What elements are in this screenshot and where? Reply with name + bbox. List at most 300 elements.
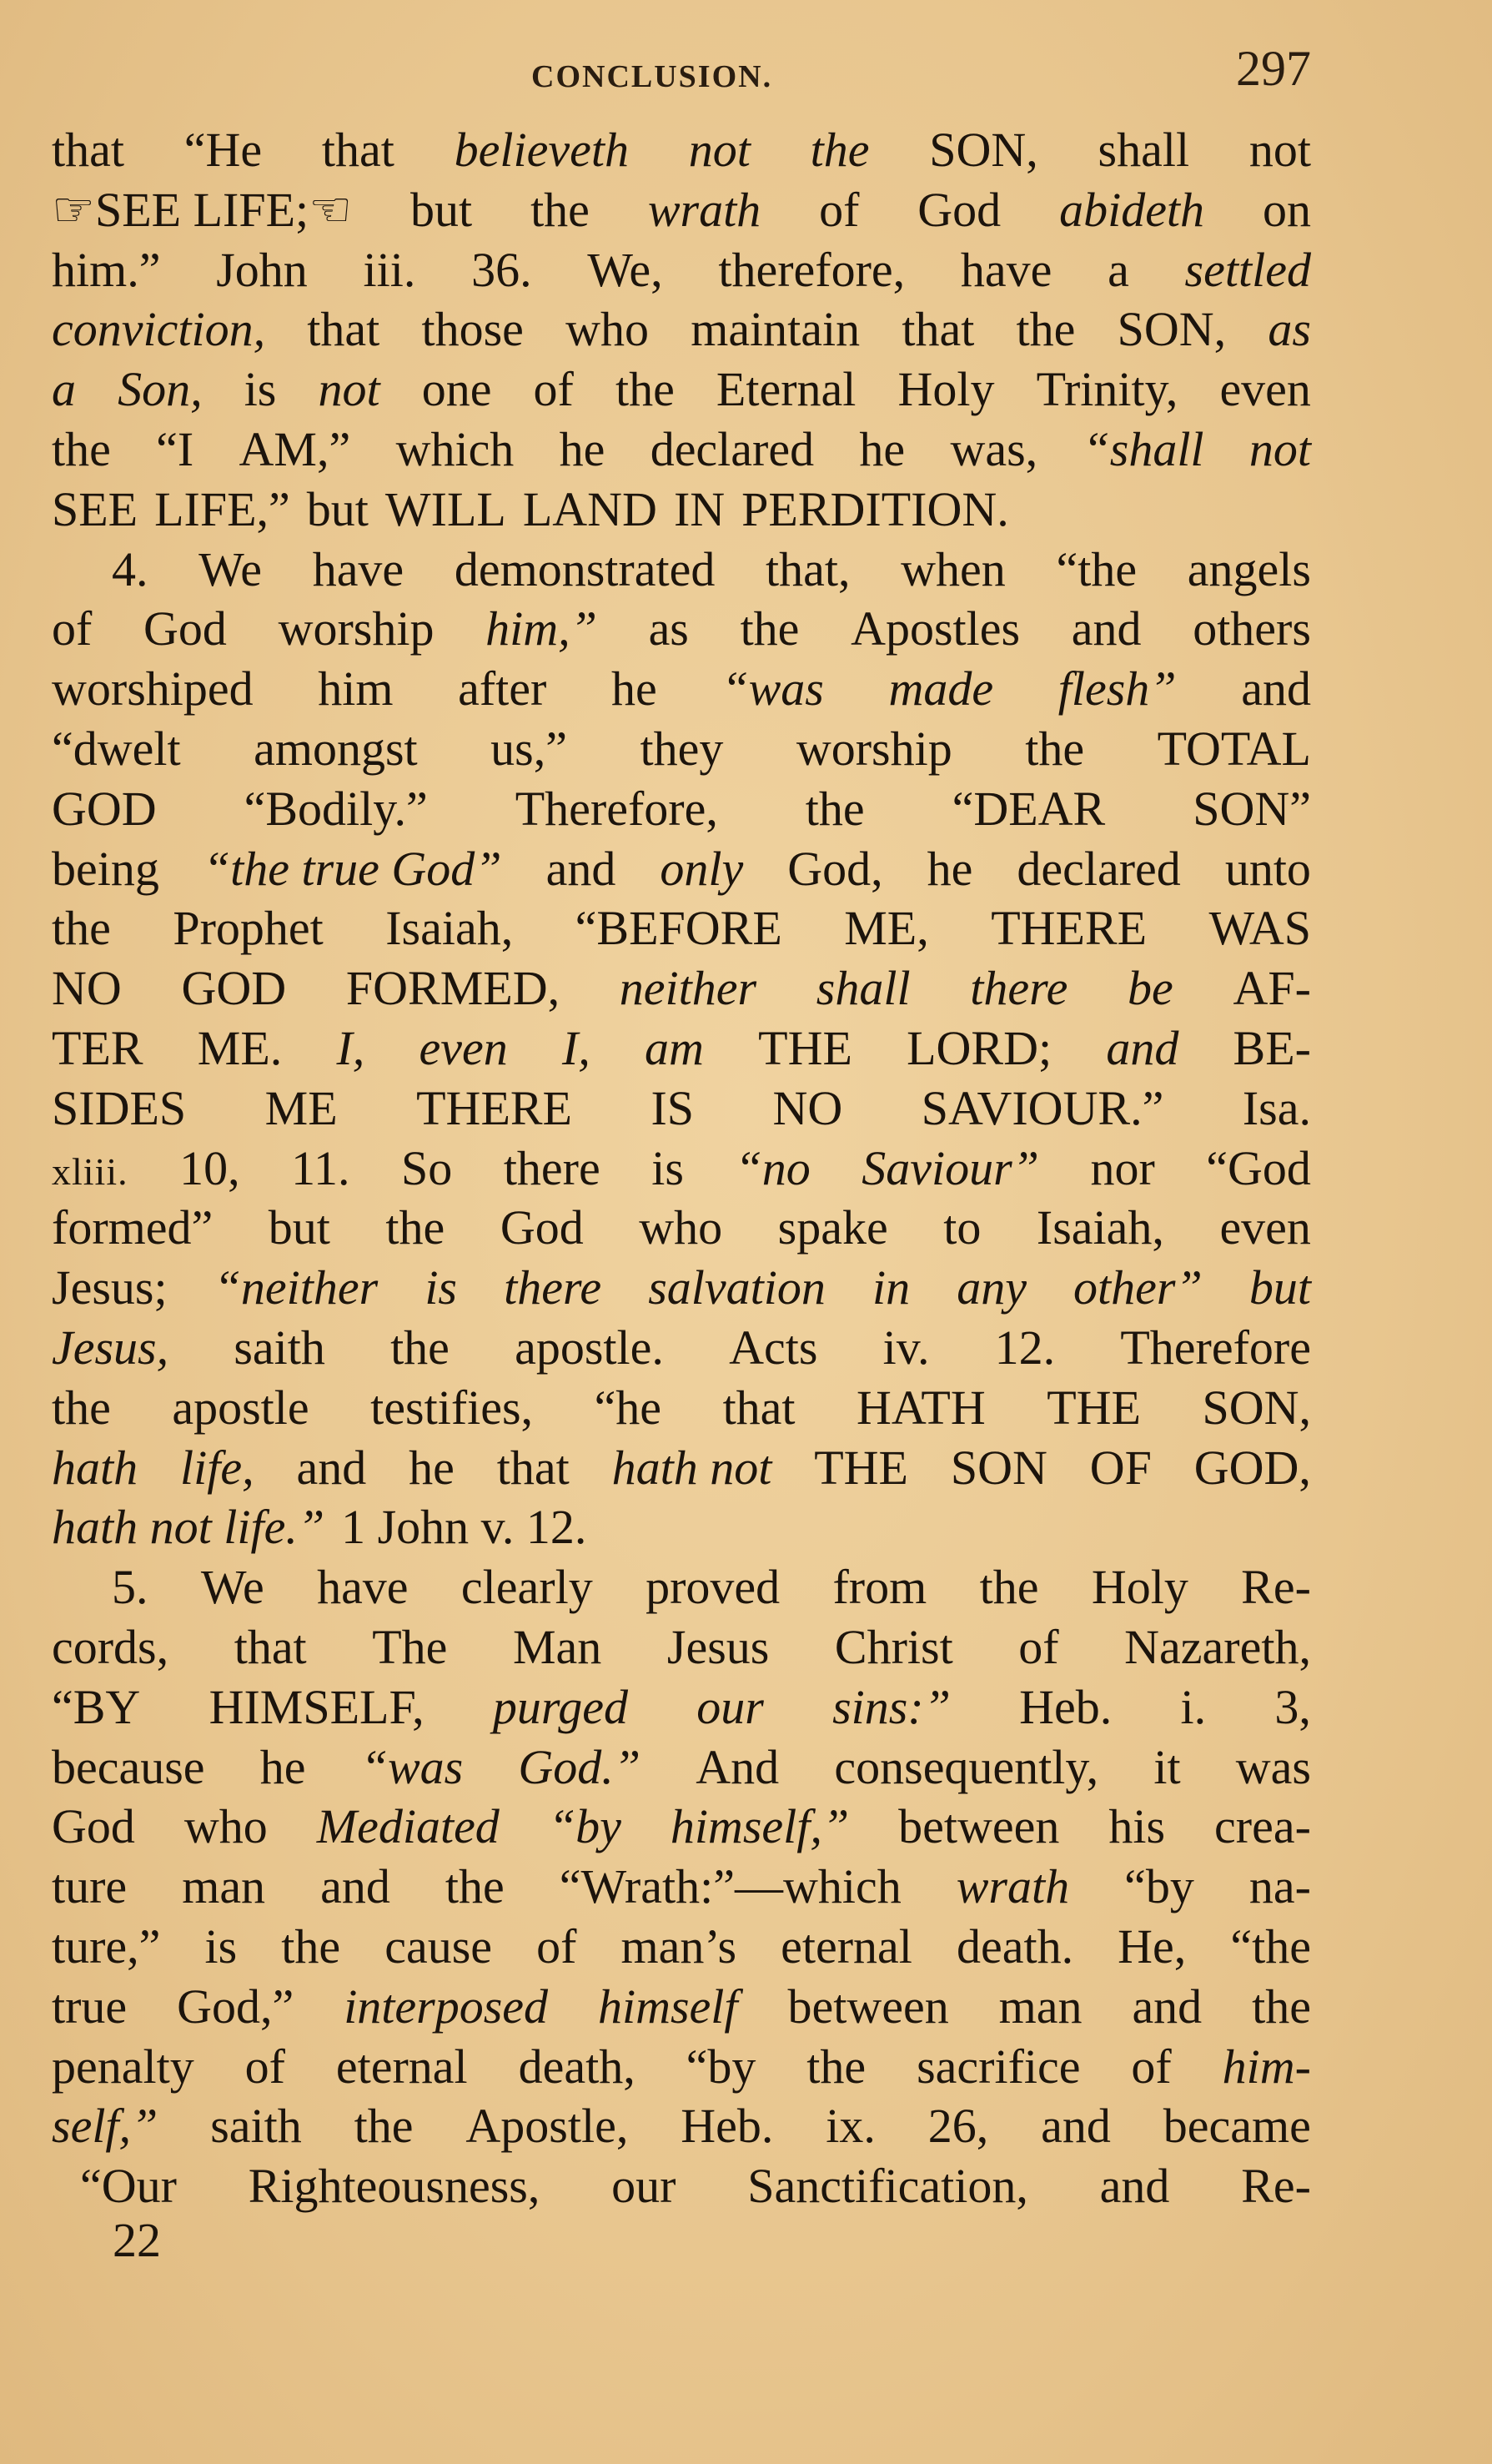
word: and xyxy=(1132,1979,1203,2034)
text-line xyxy=(52,2096,1311,2156)
body-text xyxy=(52,120,1311,2216)
word: and xyxy=(1099,2159,1170,2214)
word: our xyxy=(696,1679,764,1734)
word: “BEFORE xyxy=(575,901,782,956)
word: shall xyxy=(1098,123,1190,177)
word: demonstrated xyxy=(454,541,716,596)
word: sins:” xyxy=(832,1679,951,1734)
word: Re- xyxy=(1241,1560,1311,1615)
word: as xyxy=(648,601,689,656)
text-line xyxy=(52,659,1311,719)
signature-mark: 22 xyxy=(113,2213,161,2267)
word: the xyxy=(390,1320,450,1375)
word: the xyxy=(979,1560,1039,1615)
word: of xyxy=(244,2039,285,2094)
word: “He xyxy=(183,123,263,177)
word: who xyxy=(183,1799,268,1854)
word: his xyxy=(1108,1799,1166,1854)
word: between xyxy=(787,1979,949,2034)
word: he xyxy=(927,841,973,896)
word: the xyxy=(810,123,870,177)
word: We xyxy=(200,1560,264,1615)
word: man xyxy=(998,1979,1083,2034)
word: him- xyxy=(1222,2039,1311,2094)
word: xliii. xyxy=(52,1149,128,1193)
word: settled xyxy=(1184,242,1311,297)
word: even xyxy=(419,1020,508,1075)
word: “the xyxy=(1056,541,1138,596)
text-line xyxy=(52,1318,1311,1378)
word: to xyxy=(943,1200,982,1255)
word: that xyxy=(307,302,380,357)
text-line xyxy=(52,719,1311,779)
text-line xyxy=(52,480,1311,540)
word: am xyxy=(645,1020,704,1075)
word: Christ xyxy=(834,1619,953,1674)
word: he xyxy=(409,1440,455,1495)
word: “Our xyxy=(80,2159,177,2214)
text-line xyxy=(52,240,1311,300)
word: him xyxy=(318,661,394,717)
word: THE xyxy=(814,1440,908,1495)
word: and xyxy=(320,1859,390,1914)
word: because xyxy=(52,1739,205,1794)
text-line xyxy=(52,360,1311,420)
word: any xyxy=(957,1260,1027,1315)
text-line xyxy=(52,599,1311,659)
word: And xyxy=(696,1739,780,1794)
word: angels xyxy=(1187,541,1311,596)
word: not xyxy=(688,123,751,177)
word: in xyxy=(872,1260,911,1315)
word: him.” xyxy=(52,242,161,297)
word: 1 John v. 12. xyxy=(341,1500,587,1555)
word: Prophet xyxy=(173,901,324,956)
word: I, xyxy=(561,1020,590,1075)
word: they xyxy=(640,721,724,776)
word: of xyxy=(52,601,93,656)
word: apostle xyxy=(172,1380,309,1435)
word: and xyxy=(1041,2099,1111,2154)
word: but xyxy=(1248,1260,1311,1315)
page-header xyxy=(52,40,1311,120)
word: SIDES xyxy=(52,1080,187,1135)
word: himself,” xyxy=(670,1799,850,1854)
word: God xyxy=(917,182,1002,237)
word: “Wrath:”—which xyxy=(559,1859,902,1914)
word: the xyxy=(615,362,675,417)
text-line xyxy=(52,1977,1311,2037)
word: Jesus xyxy=(666,1619,770,1674)
word: Therefore, xyxy=(515,781,718,836)
word: Isa. xyxy=(1242,1080,1311,1135)
word: and xyxy=(545,841,616,896)
word: TER xyxy=(52,1020,143,1075)
word: the xyxy=(805,781,865,836)
word: the xyxy=(354,2099,414,2154)
word: cords, xyxy=(52,1619,169,1674)
word: is xyxy=(424,1260,457,1315)
word: death, xyxy=(518,2039,635,2094)
word: others xyxy=(1193,601,1311,656)
word: true xyxy=(52,1979,128,2034)
word: “the true God” xyxy=(203,841,502,896)
word: 4. xyxy=(112,541,148,596)
word: and xyxy=(296,1440,367,1495)
word: IN xyxy=(673,481,726,536)
word: amongst xyxy=(254,721,418,776)
word: flesh” xyxy=(1057,661,1177,717)
word: HATH xyxy=(857,1380,986,1435)
text-line xyxy=(52,1378,1311,1438)
text-line xyxy=(52,420,1311,480)
word: on xyxy=(1262,182,1311,237)
word: between xyxy=(898,1799,1060,1854)
word: but xyxy=(306,481,369,536)
text-line xyxy=(52,1557,1311,1617)
word: LAND xyxy=(522,481,657,536)
word: which xyxy=(395,421,515,476)
running-head: CONCLUSION. xyxy=(531,59,773,94)
word: being xyxy=(52,841,159,896)
word: Acts xyxy=(729,1320,818,1375)
word: the xyxy=(1252,1979,1311,2034)
word: Sanctification, xyxy=(747,2159,1028,2214)
word: He, xyxy=(1118,1918,1187,1974)
text-line xyxy=(52,180,1311,240)
word: that xyxy=(496,1440,570,1495)
word: us,” xyxy=(490,721,567,776)
text-line xyxy=(52,1198,1311,1258)
word: he xyxy=(259,1739,306,1794)
word: I, xyxy=(336,1020,365,1075)
word: 36. xyxy=(471,242,532,297)
word: ☞SEE LIFE;☜ xyxy=(52,182,353,237)
word: from xyxy=(832,1560,927,1615)
word: who xyxy=(639,1200,723,1255)
word: SON, xyxy=(1117,302,1227,357)
word: “was xyxy=(360,1739,464,1794)
text-line xyxy=(52,299,1311,360)
word: was xyxy=(1235,1739,1311,1794)
word: WILL xyxy=(384,481,506,536)
word: NO xyxy=(772,1080,843,1135)
word: not xyxy=(1248,123,1311,177)
word: WAS xyxy=(1208,901,1311,956)
word: 3, xyxy=(1274,1679,1311,1734)
word: a xyxy=(52,362,76,417)
word: iv. xyxy=(882,1320,930,1375)
word: “BY xyxy=(52,1679,141,1734)
word: OF xyxy=(1089,1440,1152,1495)
word: him,” xyxy=(485,601,597,656)
word: BE- xyxy=(1233,1020,1311,1075)
word: ME xyxy=(264,1080,338,1135)
word: wrath xyxy=(647,182,761,237)
word: the xyxy=(385,1200,445,1255)
word: clearly xyxy=(460,1560,593,1615)
text-line xyxy=(52,1617,1311,1677)
word: Man xyxy=(512,1619,602,1674)
word: 10, xyxy=(179,1140,240,1195)
word: that xyxy=(52,123,124,177)
word: proved xyxy=(646,1560,781,1615)
word: and xyxy=(1106,1020,1179,1075)
text-line xyxy=(52,1139,1311,1199)
text-line xyxy=(52,1258,1311,1318)
word: of xyxy=(536,1918,577,1974)
word: he xyxy=(610,661,657,717)
word: have xyxy=(960,242,1052,297)
word: believeth xyxy=(454,123,629,177)
word: the xyxy=(1016,302,1076,357)
word: “no xyxy=(735,1140,811,1195)
word: the xyxy=(445,1859,505,1914)
word: there xyxy=(503,1140,600,1195)
word: God, xyxy=(787,841,883,896)
word: self,” xyxy=(52,2099,158,2154)
word: abideth xyxy=(1059,182,1205,237)
text-line xyxy=(52,2156,1311,2216)
word: iii. xyxy=(363,242,416,297)
text-line xyxy=(52,1677,1311,1737)
word: and xyxy=(1071,601,1142,656)
word: our xyxy=(611,2159,676,2214)
word: TOTAL xyxy=(1157,721,1311,776)
word: FORMED, xyxy=(345,961,560,1016)
text-line xyxy=(52,1737,1311,1798)
word: is xyxy=(651,1140,684,1195)
word: HIMSELF, xyxy=(208,1679,424,1734)
word: Isaiah, xyxy=(1036,1200,1164,1255)
word: saith xyxy=(210,2099,302,2154)
word: LIFE,” xyxy=(154,481,290,536)
word: there xyxy=(504,1260,602,1315)
word: hath not life.” xyxy=(52,1500,325,1555)
text-line xyxy=(52,1497,1311,1557)
word: SON xyxy=(950,1440,1047,1495)
word: worship xyxy=(796,721,952,776)
word: that xyxy=(321,123,394,177)
word: IS xyxy=(651,1080,695,1135)
word: death. xyxy=(956,1918,1074,1974)
word: 11. xyxy=(291,1140,350,1195)
word: have xyxy=(312,541,404,596)
word: God.” xyxy=(518,1739,641,1794)
word: neither xyxy=(619,961,757,1016)
word: the xyxy=(806,2039,867,2094)
word: Holy xyxy=(897,362,995,417)
word: not xyxy=(1248,421,1311,476)
word: We xyxy=(198,541,263,596)
word: The xyxy=(372,1619,448,1674)
text-line xyxy=(52,1857,1311,1917)
page-number: 297 xyxy=(1236,41,1311,96)
word: purged xyxy=(492,1679,628,1734)
word: GOD xyxy=(52,781,157,836)
word: wrath xyxy=(956,1859,1070,1914)
word: “shall xyxy=(1083,421,1204,476)
word: declared xyxy=(1017,841,1181,896)
word: AF- xyxy=(1233,961,1311,1016)
word: penalty xyxy=(52,2039,194,2094)
word: the xyxy=(52,1380,111,1435)
text-line xyxy=(52,120,1311,180)
word: salvation xyxy=(648,1260,826,1315)
word: testifies, xyxy=(370,1380,534,1435)
text-line xyxy=(52,2037,1311,2097)
text-line xyxy=(52,1797,1311,1857)
word: a xyxy=(1108,242,1129,297)
text-line xyxy=(52,958,1311,1018)
word: LORD; xyxy=(907,1020,1052,1075)
word: Eternal xyxy=(716,362,857,417)
word: conviction, xyxy=(52,302,266,357)
word: SON, xyxy=(1202,1380,1311,1435)
word: 5. xyxy=(112,1560,148,1615)
word: hath not xyxy=(611,1440,772,1495)
word: that xyxy=(902,302,975,357)
word: nor xyxy=(1090,1140,1155,1195)
word: God xyxy=(52,1799,135,1854)
word: “by xyxy=(1124,1859,1194,1914)
word: Son, xyxy=(118,362,203,417)
word: 12. xyxy=(994,1320,1056,1375)
word: declared xyxy=(650,421,815,476)
word: “he xyxy=(594,1380,662,1435)
word: made xyxy=(888,661,994,717)
word: he xyxy=(559,421,605,476)
word: maintain xyxy=(691,302,861,357)
word: “by xyxy=(548,1799,621,1854)
word: there xyxy=(970,961,1068,1016)
word: ture,” xyxy=(52,1918,161,1974)
word: the xyxy=(281,1918,341,1974)
word: other” xyxy=(1073,1260,1203,1315)
word: THE xyxy=(1047,1380,1141,1435)
word: ix. xyxy=(826,2099,876,2154)
word: 26, xyxy=(927,2099,989,2154)
word: himself xyxy=(597,1979,738,2034)
text-line xyxy=(52,540,1311,600)
word: when xyxy=(901,541,1006,596)
word: God,” xyxy=(177,1979,294,2034)
word: “I xyxy=(156,421,194,476)
word: that xyxy=(722,1380,796,1435)
word: and xyxy=(1241,661,1311,717)
word: consequently, xyxy=(834,1739,1099,1794)
word: ME. xyxy=(197,1020,283,1075)
word: was, xyxy=(950,421,1038,476)
word: Isaiah, xyxy=(385,901,514,956)
word: Re- xyxy=(1241,2159,1311,2214)
word: THE xyxy=(758,1020,852,1075)
word: it xyxy=(1153,1739,1181,1794)
word: of xyxy=(1018,1619,1059,1674)
word: of xyxy=(533,362,574,417)
word: THERE xyxy=(991,901,1148,956)
word: interposed xyxy=(344,1979,549,2034)
text-line xyxy=(52,898,1311,958)
word: We, xyxy=(587,242,663,297)
word: of xyxy=(1131,2039,1172,2094)
word: not xyxy=(318,362,380,417)
word: Saviour” xyxy=(862,1140,1039,1195)
book-page xyxy=(52,40,1311,2216)
word: worship xyxy=(278,601,435,656)
word: “God xyxy=(1206,1140,1311,1195)
word: became xyxy=(1163,2099,1311,2154)
word: who xyxy=(565,302,649,357)
word: only xyxy=(660,841,744,896)
word: Nazareth, xyxy=(1124,1619,1311,1674)
word: even xyxy=(1219,362,1311,417)
word: God xyxy=(500,1200,584,1255)
word: eternal xyxy=(335,2039,468,2094)
word: Holy xyxy=(1091,1560,1188,1615)
word: but xyxy=(268,1200,330,1255)
word: Jesus; xyxy=(52,1260,168,1315)
word: hath xyxy=(52,1440,138,1495)
word: is xyxy=(204,1918,238,1974)
word: “neither xyxy=(214,1260,379,1315)
word: “dwelt xyxy=(52,721,181,776)
word: i. xyxy=(1180,1679,1207,1734)
word: the xyxy=(52,901,111,956)
word: GOD xyxy=(181,961,287,1016)
word: SON” xyxy=(1193,781,1311,836)
text-line xyxy=(52,779,1311,839)
word: therefore, xyxy=(718,242,906,297)
word: cause xyxy=(384,1918,493,1974)
word: as xyxy=(1268,302,1311,357)
word: spake xyxy=(777,1200,888,1255)
text-line xyxy=(52,839,1311,899)
word: John xyxy=(216,242,308,297)
word: Apostle, xyxy=(465,2099,629,2154)
word: life, xyxy=(180,1440,254,1495)
word: the xyxy=(530,182,590,237)
word: “by xyxy=(686,2039,756,2094)
word: AM,” xyxy=(239,421,351,476)
word: PERDITION. xyxy=(741,481,1009,536)
word: the xyxy=(1025,721,1085,776)
word: man xyxy=(182,1859,266,1914)
word: the xyxy=(52,421,111,476)
word: of xyxy=(819,182,860,237)
word: but xyxy=(410,182,473,237)
word: Righteousness, xyxy=(248,2159,540,2214)
word: he xyxy=(859,421,906,476)
text-line xyxy=(52,1917,1311,1977)
word: unto xyxy=(1224,841,1311,896)
word: Trinity, xyxy=(1036,362,1178,417)
text-line xyxy=(52,1438,1311,1498)
word: sacrifice xyxy=(917,2039,1081,2094)
text-line xyxy=(52,1018,1311,1079)
word: one xyxy=(421,362,492,417)
word: those xyxy=(421,302,524,357)
word: Jesus, xyxy=(52,1320,169,1375)
word: after xyxy=(458,661,547,717)
word: So xyxy=(401,1140,453,1195)
word: Heb. xyxy=(1019,1679,1113,1734)
word: saith xyxy=(234,1320,325,1375)
word: SON, xyxy=(929,123,1038,177)
word: “Bodily.” xyxy=(244,781,428,836)
word: that, xyxy=(766,541,851,596)
word: have xyxy=(317,1560,409,1615)
